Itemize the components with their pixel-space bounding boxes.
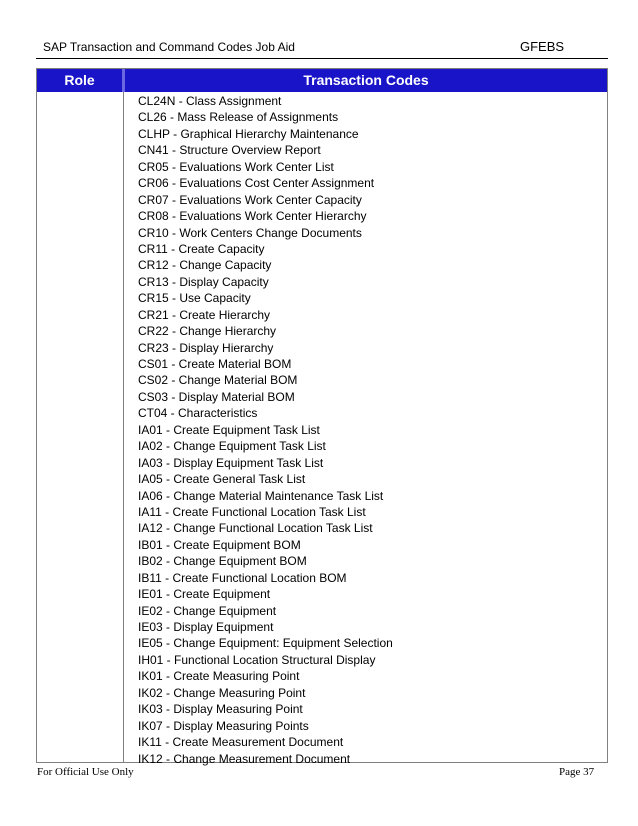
list-item: IK12 - Change Measurement Document	[138, 751, 351, 766]
list-item: IE05 - Change Equipment: Equipment Selection	[138, 636, 393, 651]
list-item: CR08 - Evaluations Work Center Hierarchy	[138, 209, 367, 224]
document-title: SAP Transaction and Command Codes Job Aid	[43, 40, 295, 54]
list-item: CR11 - Create Capacity	[138, 241, 265, 256]
list-item: IK02 - Change Measuring Point	[138, 685, 306, 700]
list-item: CT04 - Characteristics	[138, 406, 258, 421]
list-item: IK03 - Display Measuring Point	[138, 702, 303, 717]
list-item: CR12 - Change Capacity	[138, 258, 272, 273]
list-item: IE01 - Create Equipment	[138, 587, 271, 602]
column-header-transaction-codes: Transaction Codes	[303, 72, 429, 88]
list-item: CL24N - Class Assignment	[138, 94, 282, 108]
organization-name: GFEBS	[520, 39, 565, 54]
list-item: IB11 - Create Functional Location BOM	[138, 570, 347, 585]
column-header-role: Role	[64, 72, 95, 88]
list-item: IA03 - Display Equipment Task List	[138, 455, 324, 470]
classification-label: For Official Use Only	[37, 766, 134, 778]
list-item: IA01 - Create Equipment Task List	[138, 422, 320, 437]
list-item: IE03 - Display Equipment	[138, 620, 274, 634]
transaction-code-list	[138, 93, 393, 767]
list-item: CR05 - Evaluations Work Center List	[138, 159, 334, 174]
list-item: CR22 - Change Hierarchy	[138, 324, 277, 339]
list-item: IB02 - Change Equipment BOM	[138, 554, 307, 569]
list-item: IA12 - Change Functional Location Task List	[138, 521, 373, 536]
page-number: Page 37	[559, 766, 595, 778]
list-item: IA11 - Create Functional Location Task List	[138, 504, 366, 519]
transaction-codes-table	[36, 68, 608, 766]
header-rule	[36, 58, 608, 59]
list-item: CS01 - Create Material BOM	[138, 357, 292, 371]
column-divider	[123, 92, 124, 762]
list-item: IE02 - Change Equipment	[138, 603, 277, 618]
list-item: CR07 - Evaluations Work Center Capacity	[138, 192, 362, 207]
list-item: IA05 - Create General Task List	[138, 472, 306, 487]
list-item: CLHP - Graphical Hierarchy Maintenance	[138, 126, 359, 141]
list-item: CL26 - Mass Release of Assignments	[138, 110, 339, 125]
list-item: CR23 - Display Hierarchy	[138, 340, 274, 355]
list-item: CR13 - Display Capacity	[138, 274, 269, 289]
list-item: CS03 - Display Material BOM	[138, 389, 295, 404]
list-item: CS02 - Change Material BOM	[138, 373, 298, 388]
list-item: CR06 - Evaluations Cost Center Assignment	[138, 176, 375, 191]
list-item: IK07 - Display Measuring Points	[138, 718, 309, 733]
list-item: CR10 - Work Centers Change Documents	[138, 225, 362, 240]
list-item: IH01 - Functional Location Structural Display	[138, 652, 376, 667]
list-item: IK01 - Create Measuring Point	[138, 669, 300, 684]
list-item: CR15 - Use Capacity	[138, 291, 251, 306]
list-item: IK11 - Create Measurement Document	[138, 735, 344, 750]
list-item: IA02 - Change Equipment Task List	[138, 439, 326, 454]
list-item: CR21 - Create Hierarchy	[138, 307, 271, 322]
table-header-row	[37, 69, 607, 92]
list-item: IA06 - Change Material Maintenance Task List	[138, 488, 384, 503]
list-item: CN41 - Structure Overview Report	[138, 143, 321, 158]
list-item: IB01 - Create Equipment BOM	[138, 537, 301, 552]
